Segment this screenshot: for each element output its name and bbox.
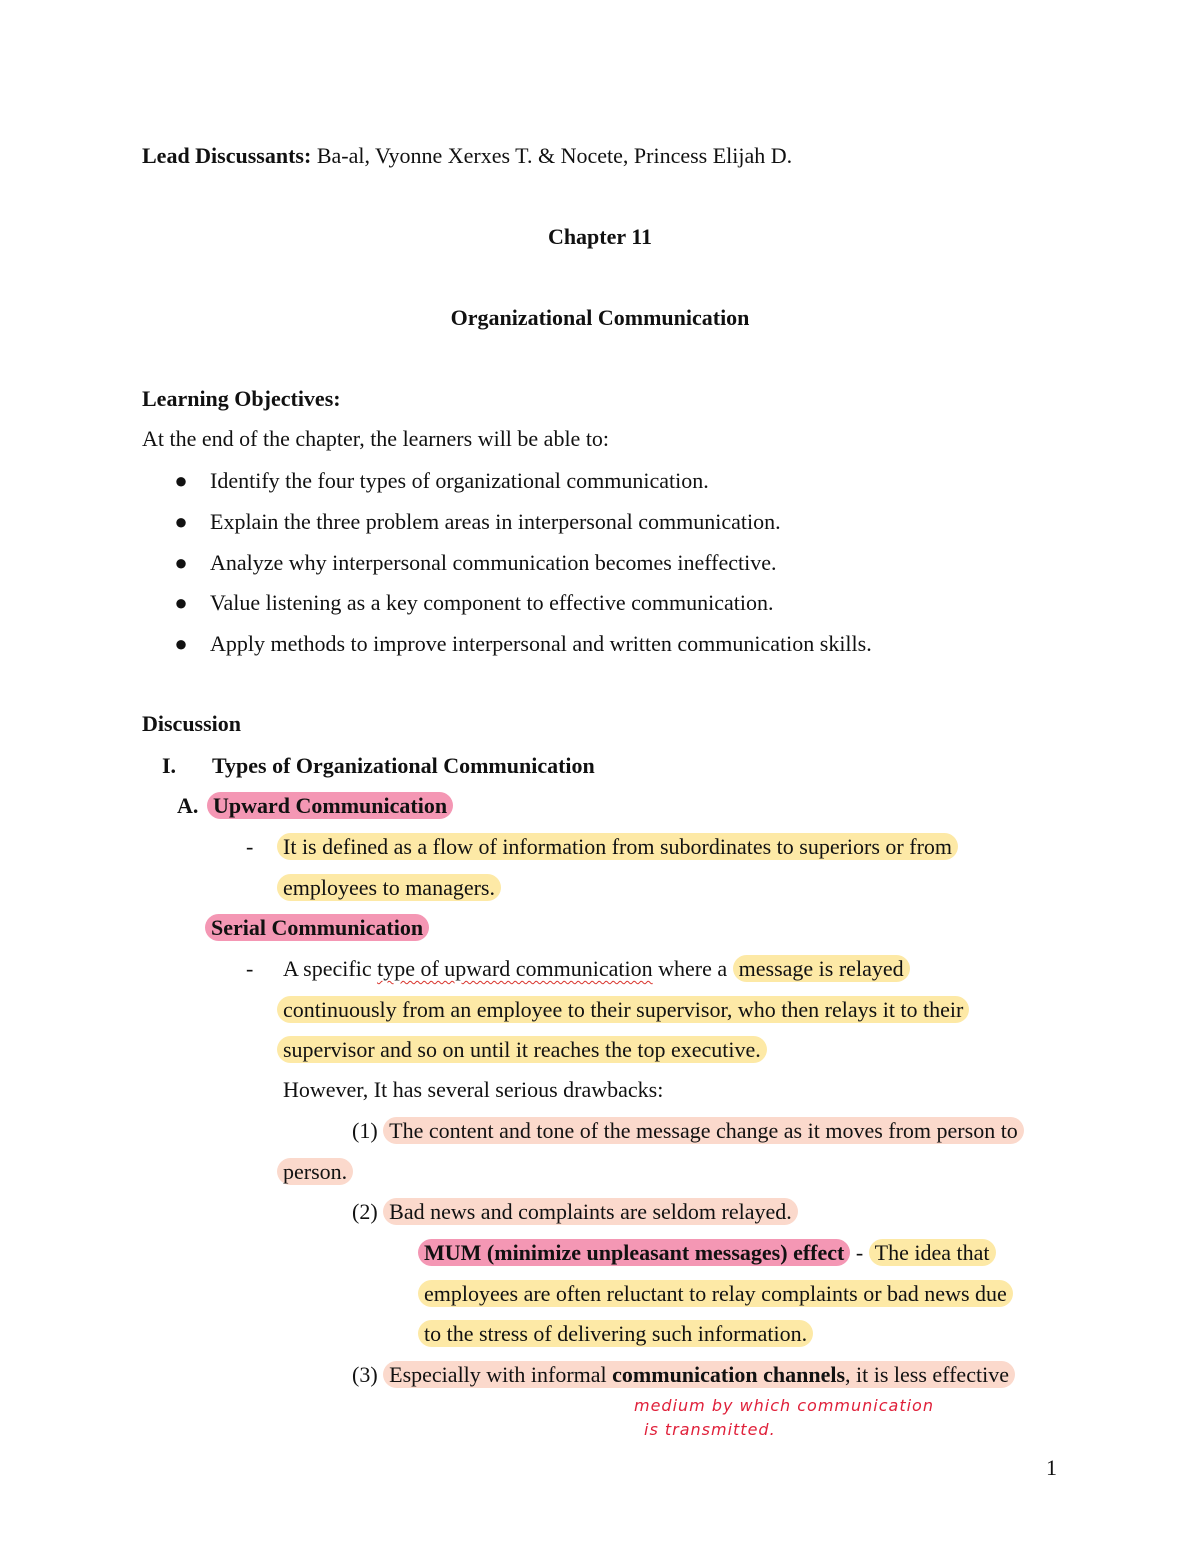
objectives-heading: Learning Objectives: (142, 386, 341, 411)
highlight-yellow: employees are often reluctant to relay complaints or bad news due (418, 1280, 1013, 1307)
bold-term: communication channels (612, 1362, 846, 1387)
drawbacks-intro: However, It has several serious drawbacks: (283, 1077, 664, 1102)
mum-effect-term: MUM (minimize unpleasant messages) effect (418, 1239, 850, 1266)
highlight-pink: Upward Communication (207, 792, 453, 819)
highlight-yellow: continuously from an employee to their supervisor, who then relays it to their (277, 996, 969, 1023)
upward-definition-line-2 (277, 873, 501, 903)
section-title: Types of Organizational Communication (212, 753, 595, 778)
serial-definition-line-3 (277, 1035, 767, 1065)
drawback-number: (1) (352, 1118, 384, 1143)
chapter-title: Organizational Communication (450, 305, 750, 330)
highlight-salmon: person. (277, 1158, 353, 1185)
bullet-icon: ● (174, 509, 188, 534)
objective-text: Analyze why interpersonal communication becomes ineffective. (210, 550, 777, 575)
underlined-term: type of upward communication (377, 956, 653, 981)
page-number: 1 (1046, 1455, 1057, 1480)
dash-bullet: - (246, 834, 254, 859)
drawback-1-continued (277, 1157, 353, 1187)
highlight-yellow: to the stress of delivering such information. (418, 1320, 813, 1347)
lead-discussants-names: Ba-al, Vyonne Xerxes T. & Nocete, Princess Elijah D. (311, 143, 793, 168)
bullet-icon: ● (174, 631, 188, 656)
highlight-yellow: message is relayed (733, 955, 910, 982)
bullet-icon: ● (174, 550, 188, 575)
upward-definition-line-1 (277, 832, 958, 862)
drawback-3 (352, 1360, 1015, 1390)
mum-effect-line-3 (418, 1319, 813, 1349)
serial-definition-line-2 (277, 995, 969, 1025)
dash-bullet: - (246, 956, 254, 981)
lead-discussants-line (142, 141, 792, 171)
chapter-number: Chapter 11 (547, 224, 653, 249)
text-run: Especially with informal (389, 1362, 613, 1387)
objective-text: Apply methods to improve interpersonal and written communication skills. (210, 631, 872, 656)
drawback-1 (352, 1116, 1024, 1146)
highlight-yellow: employees to managers. (277, 874, 501, 901)
highlight-yellow: supervisor and so on until it reaches the top executive. (277, 1036, 767, 1063)
subsection-letter: A. (177, 793, 199, 818)
text-run: A specific (283, 956, 378, 981)
text-run: , it is less effective (845, 1362, 1009, 1387)
section-number: I. (162, 753, 177, 778)
text-run: - (850, 1240, 869, 1265)
drawback-2 (352, 1197, 798, 1227)
highlight-salmon (383, 1361, 1015, 1388)
highlight-salmon: Bad news and complaints are seldom relayed. (383, 1198, 798, 1225)
handwritten-note-line-2: is transmitted. (644, 1420, 776, 1439)
bullet-icon: ● (174, 590, 188, 615)
drawback-number: (2) (352, 1199, 384, 1224)
highlight-yellow: The idea that (869, 1239, 996, 1266)
subsection-title (207, 791, 453, 821)
bullet-icon: ● (174, 468, 188, 493)
text-run: where a (652, 956, 733, 981)
highlight-salmon: The content and tone of the message change as it moves from person to (383, 1117, 1024, 1144)
objective-text: Identify the four types of organizational communication. (210, 468, 709, 493)
mum-effect-line-1 (418, 1238, 996, 1268)
objective-text: Explain the three problem areas in interpersonal communication. (210, 509, 781, 534)
serial-definition-line-1 (283, 954, 910, 984)
serial-communication-title (205, 913, 429, 943)
handwritten-note-line-1: medium by which communication (634, 1396, 934, 1415)
discussion-heading: Discussion (142, 711, 242, 736)
lead-discussants-label: Lead Discussants: (142, 143, 312, 168)
drawback-number: (3) (352, 1362, 384, 1387)
highlight-yellow: It is defined as a flow of information from subordinates to superiors or from (277, 833, 958, 860)
objective-text: Value listening as a key component to effective communication. (210, 590, 774, 615)
mum-effect-line-2 (418, 1279, 1013, 1309)
objectives-intro: At the end of the chapter, the learners will be able to: (142, 426, 610, 451)
highlight-pink: Serial Communication (205, 914, 429, 941)
